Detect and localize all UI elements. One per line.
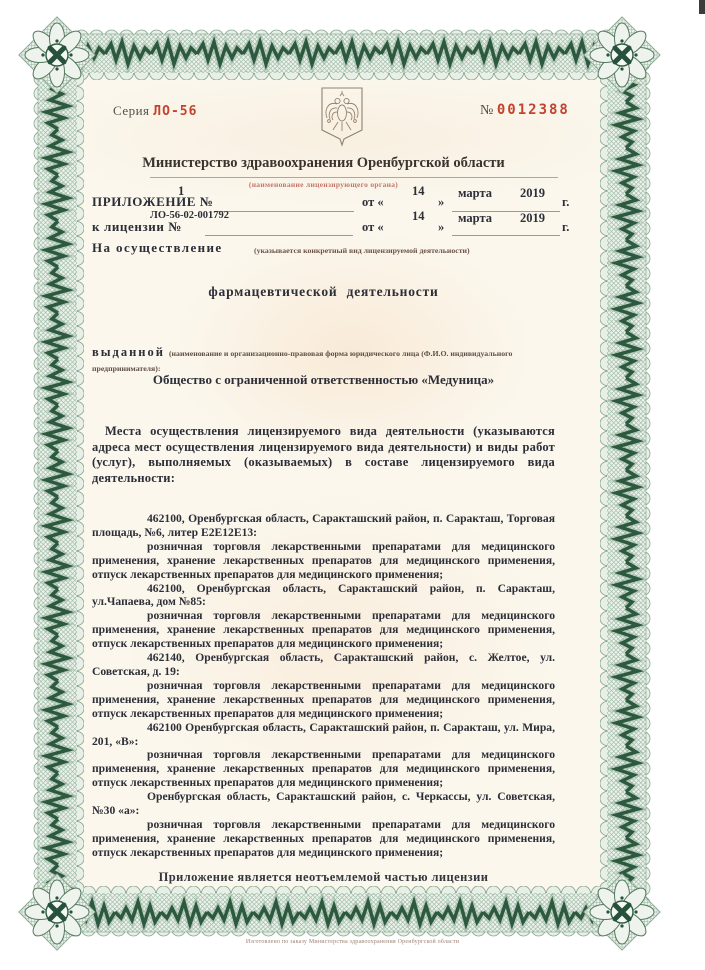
scan-artifact xyxy=(699,0,705,14)
address-line: 462100 Оренбургская область, Саракташский район, п. Саракташ, ул. Мира, 201, «В»: xyxy=(92,720,555,748)
appendix-date-close-quote: » xyxy=(438,195,445,209)
license-date-day: 14 xyxy=(412,209,425,223)
series-label: Серия xyxy=(113,103,150,118)
footer-note: Приложение является неотъемлемой частью лицензии xyxy=(158,870,489,884)
address-line: 462100, Оренбургская область, Саракташский район, п. Саракташ, ул.Чапаева, дом №85: xyxy=(92,581,555,609)
appendix-label: ПРИЛОЖЕНИЕ № xyxy=(92,194,214,209)
license-date-month: марта xyxy=(458,211,493,225)
license-body xyxy=(92,424,555,860)
services-line: розничная торговля лекарственными препаратами для медицинского применения, хранение лекарственных препаратов для медицинского применения, отпуск лекарственных препаратов для медицинского применения; xyxy=(92,748,555,790)
license-blank-line xyxy=(205,235,353,236)
series-field xyxy=(113,103,197,119)
services-line: розничная торговля лекарственными препаратами для медицинского применения, хранение лекарственных препаратов для медицинского применения, отпуск лекарственных препаратов для медицинского применения; xyxy=(92,678,555,720)
license-label: к лицензии № xyxy=(92,219,182,234)
license-year-suffix: г. xyxy=(562,220,570,234)
appendix-number-value: 1 xyxy=(178,184,185,198)
activity-value: фармацевтической деятельности xyxy=(208,284,439,299)
appendix-year-suffix: г. xyxy=(562,195,570,209)
appendix-date-from: от « xyxy=(362,195,384,209)
print-note: Изготовлено по заказу Министерства здравоохранения Оренбургской области xyxy=(245,939,460,945)
ministry-title: Министерство здравоохранения Оренбургской области xyxy=(142,155,505,171)
appendix-date-year: 2019 xyxy=(520,186,545,200)
services-line: розничная торговля лекарственными препаратами для медицинского применения, хранение лекарственных препаратов для медицинского применения, отпуск лекарственных препаратов для медицинского применения; xyxy=(92,539,555,581)
license-number-value: ЛО-56-02-001792 xyxy=(150,210,229,221)
series-value: ЛО-56 xyxy=(153,104,198,119)
issued-block xyxy=(92,345,564,375)
issued-label: выданной xyxy=(92,345,165,359)
russia-coat-of-arms-icon xyxy=(319,86,365,148)
license-date-year: 2019 xyxy=(520,211,545,225)
services-line: розничная торговля лекарственными препаратами для медицинского применения, хранение лекарственных препаратов для медицинского применения, отпуск лекарственных препаратов для медицинского применения; xyxy=(92,609,555,651)
issued-caption: (наименование и организационно-правовая форма юридического лица (Ф.И.О. индивидуального предпринимателя): xyxy=(92,349,513,373)
services-line: розничная торговля лекарственными препаратами для медицинского применения, хранение лекарственных препаратов для медицинского применения, отпуск лекарственных препаратов для медицинского применения; xyxy=(92,817,555,859)
places-intro: Места осуществления лицензируемого вида деятельности (указываются адреса мест осуществления лицензируемого вида деятельности) и виды работ (услуг), выполняемых (оказываемых) в составе лицензируемого вида деятельности: xyxy=(92,424,555,485)
appendix-blank-line xyxy=(216,211,354,212)
address-line: Оренбургская область, Саракташский район, с. Черкассы, ул. Советская, №30 «а»: xyxy=(92,790,555,818)
number-sign: № xyxy=(480,103,494,118)
organization-name: Общество с ограниченной ответственностью «Медуница» xyxy=(152,372,495,387)
appendix-date-day: 14 xyxy=(412,184,425,198)
license-date-from: от « xyxy=(362,220,384,234)
appendix-date-month: марта xyxy=(458,186,493,200)
license-date-close-quote: » xyxy=(438,220,445,234)
document-number-value: 0012388 xyxy=(496,102,570,118)
address-line: 462140, Оренбургская область, Саракташский район, с. Желтое, ул. Советская, д. 19: xyxy=(92,651,555,678)
license-date-blank-line xyxy=(452,235,560,236)
address-line: 462100, Оренбургская область, Саракташский район, п. Саракташ, Торговая площадь, №6, литер Е2Е12Е13: xyxy=(92,512,555,539)
activity-label: На осуществление xyxy=(92,240,223,255)
ministry-caption: (наименование лицензирующего органа) xyxy=(248,180,399,189)
document-number-field xyxy=(480,102,570,119)
activity-caption: (указывается конкретный вид лицензируемой деятельности) xyxy=(254,246,470,255)
ministry-underline xyxy=(150,177,558,178)
